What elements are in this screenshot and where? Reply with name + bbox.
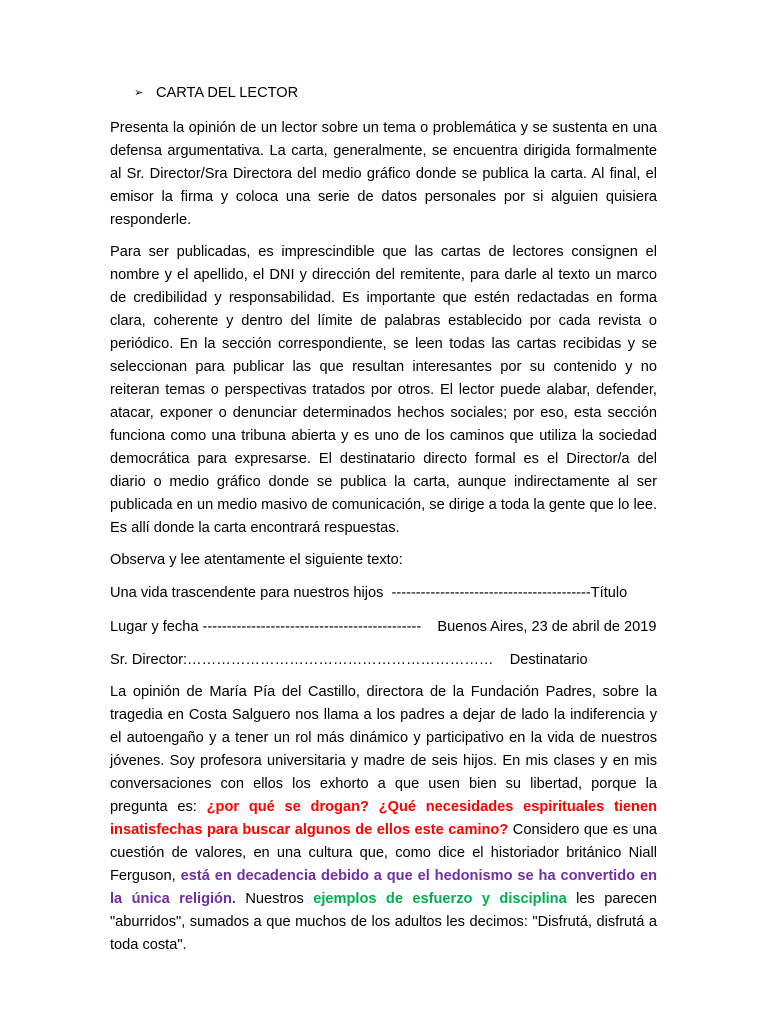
letter-end: les parecen "aburridos", sumados a que muchos de los adultos les decimos: "Disfrutá, disfrutá a toda costa". bbox=[110, 891, 657, 953]
place-date-structure-line: Lugar y fecha --------------------------------------------- Buenos Aires, 23 de abril de 2019 bbox=[110, 619, 657, 635]
recipient-structure-line: Sr. Director:……………………………………………………… Destinatario bbox=[110, 652, 588, 668]
title-structure-line: Una vida trascendente para nuestros hijos -----------------------------------------Título bbox=[110, 585, 628, 601]
letter-body bbox=[110, 681, 657, 957]
letter-intro: La opinión de María Pía del Castillo, directora de la Fundación Padres, sobre la tragedia en Costa Salguero nos llama a los padres a dejar de lado la indiferencia y el autoengaño y a tener un rol más dinámico y participativo en la vida de nuestros jóvenes. Soy profesora universitaria y madre de seis hijos. En mis clases y en mis conversaciones con ellos los exhorto a que usen bien su libertad, porque la pregunta es: bbox=[110, 684, 657, 815]
paragraph-definition: Presenta la opinión de un lector sobre un tema o problemática y se sustenta en una defensa argumentativa. La carta, generalmente, se encuentra dirigida formalmente al Sr. Director/Sra Directora del medio gráfico donde se publica la carta. Al final, el emisor la firma y coloca una serie de datos personales por si alguien quisiera responderle. bbox=[110, 120, 657, 228]
paragraph-publication-rules: Para ser publicadas, es imprescindible que las cartas de lectores consignen el nombre y el apellido, el DNI y dirección del remitente, para darle al texto un marco de credibilidad y responsabilidad. Es importante que estén redactadas en forma clara, coherente y dentro del límite de palabras establecido por cada revista o periódico. En la sección correspondiente, se leen todas las cartas recibidas y se seleccionan para publicar las que resultan interesantes por su contenido y no reiteran temas o perspectivas tratados por otros. El lector puede alabar, defender, atacar, exponer o denunciar determinados hechos sociales; por eso, esta sección funciona como una tribuna abierta y es uno de los caminos que utiliza la sociedad democrática para expresarse. El destinatario directo formal es el Director/a del diario o medio gráfico donde se publica la carta, aunque indirectamente al ser publicada en un medio masivo de comunicación, se dirige a toda la gente que lo lee. Es allí donde la carta encontrará respuestas. bbox=[110, 244, 657, 536]
highlight-green-phrase: ejemplos de esfuerzo y disciplina bbox=[313, 891, 567, 907]
letter-mid-2: Nuestros bbox=[235, 891, 314, 907]
heading-title: CARTA DEL LECTOR bbox=[156, 85, 299, 101]
arrowhead-bullet-icon: ➢ bbox=[134, 87, 144, 99]
instruction-text: Observa y lee atentamente el siguiente texto: bbox=[110, 552, 403, 568]
section-heading bbox=[134, 85, 298, 102]
letter-mid-1: Considero que es una cuestión de valores, en una cultura que, como dice el historiador británico Niall Ferguson, bbox=[110, 822, 657, 884]
highlight-red-question: ¿por qué se drogan? ¿Qué necesidades espirituales tienen insatisfechas para buscar algunos de ellos este camino? bbox=[110, 799, 657, 838]
highlight-purple-phrase: está en decadencia debido a que el hedonismo se ha convertido en la única religión. bbox=[110, 868, 657, 907]
